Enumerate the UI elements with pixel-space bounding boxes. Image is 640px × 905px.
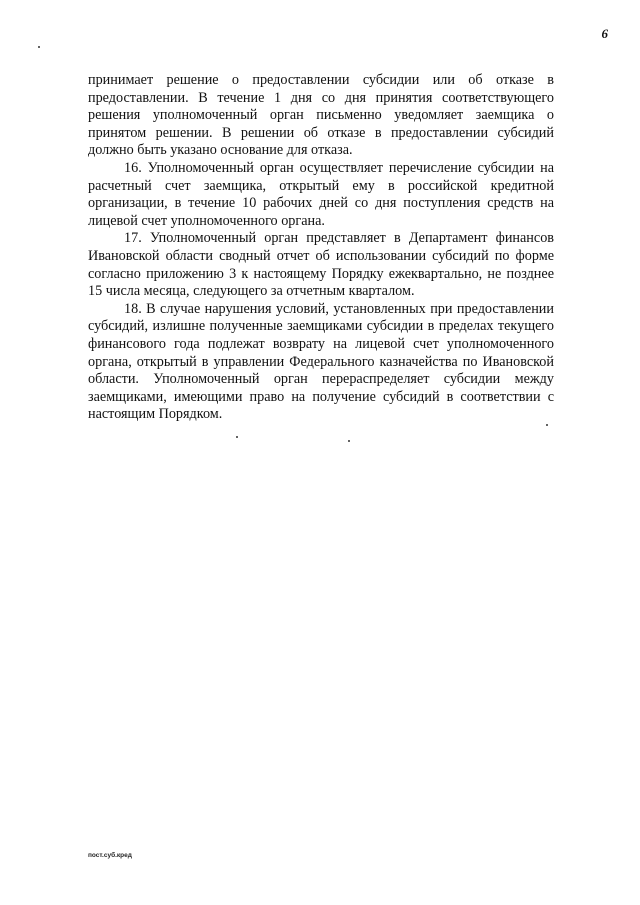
scan-speck	[546, 424, 548, 426]
paragraph-continuation: принимает решение о предоставлении субсидии или об отказе в предоставлении. В течение 1 дня со дня принятия соответствующего решения уполномоченный орган письменно уведомляет заемщика о принятом решении. В решении об отказе в предоставлении субсидий должно быть указано основание для отказа.	[88, 72, 554, 159]
paragraph-18: 18. В случае нарушения условий, установленных при предоставлении субсидий, излишне полученные заемщиками субсидии в пределах текущего финансового года подлежат возврату на лицевой счет уполномоченного органа, открытый в управлении Федерального казначейства по Ивановской области. Уполномоченный орган перераспределяет субсидии между заемщиками, имеющими право на получение субсидий в соответствии с настоящим Порядком.	[88, 300, 554, 423]
paragraph-17: 17. Уполномоченный орган представляет в Департамент финансов Ивановской области сводный отчет об использовании субсидий по форме согласно приложению 3 к настоящему Порядку ежеквартально, не позднее 15 числа месяца, следующего за отчетным кварталом.	[88, 230, 554, 300]
page-number: 6	[601, 26, 608, 41]
scan-speck	[348, 440, 350, 442]
scan-speck	[236, 436, 238, 438]
footer-filename: пост.суб.кред	[88, 852, 132, 859]
paragraph-16: 16. Уполномоченный орган осуществляет перечисление субсидии на расчетный счет заемщика, открытый ему в российской кредитной организации, в течение 10 рабочих дней со дня поступления средств на лицевой счет уполномоченного органа.	[88, 159, 554, 229]
scan-speck	[38, 46, 40, 48]
document-body	[88, 72, 554, 424]
